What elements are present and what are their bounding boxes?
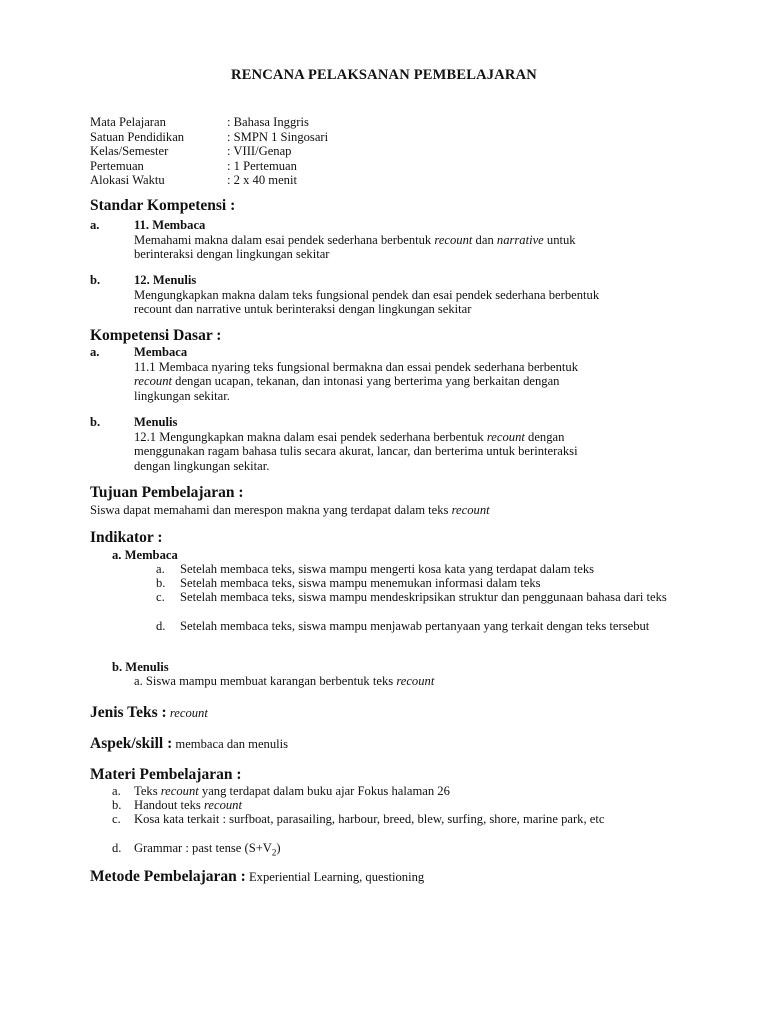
standar-b-line2: recount dan narrative untuk berinteraksi dengan lingkungan sekitar — [134, 302, 472, 316]
aspek-skill: Aspek/skill : membaca dan menulis — [90, 735, 289, 752]
kompetensi-b-title: Menulis — [134, 415, 178, 429]
kompetensi-a-line2: recount dengan ucapan, tekanan, dan intonasi yang berterima yang berkaitan dengan — [134, 374, 560, 388]
info-value: : SMPN 1 Singosari — [227, 129, 329, 144]
kompetensi-b-line3: dengan lingkungan sekitar. — [134, 458, 270, 473]
standar-b-title: 12. Menulis — [134, 273, 197, 287]
standar-a-title: 11. Membaca — [134, 218, 206, 232]
indikator-item: a. Setelah membaca teks, siswa mampu mengerti kosa kata yang terdapat dalam teks — [156, 562, 595, 576]
indikator-item: c. Setelah membaca teks, siswa mampu mendeskripsikan struktur dan penggunaan bahasa dari teks — [156, 590, 667, 604]
kompetensi-b-line2: menggunakan ragam bahasa tulis secara akurat, lancar, dan berterima untuk berinteraksi — [134, 444, 578, 458]
kompetensi-a-letter: a. — [90, 345, 100, 359]
indikator-membaca-label: a. Membaca — [112, 548, 178, 562]
kompetensi-a-block — [134, 345, 704, 403]
materi-heading: Materi Pembelajaran : — [90, 766, 242, 783]
info-table — [90, 115, 328, 188]
info-label: Satuan Pendidikan — [90, 129, 185, 144]
kompetensi-b-letter: b. — [90, 415, 101, 429]
indikator-menulis-label: b. Menulis — [112, 660, 169, 674]
kompetensi-a-line3: lingkungan sekitar. — [134, 388, 230, 403]
standar-b-letter: b. — [90, 273, 101, 287]
jenis-teks: Jenis Teks : recount — [90, 704, 208, 721]
indikator-menulis-item: a. Siswa mampu membuat karangan berbentuk teks recount — [134, 674, 435, 688]
materi-item: a. Teks recount yang terdapat dalam buku ajar Fokus halaman 26 — [112, 784, 450, 798]
kompetensi-dasar-heading: Kompetensi Dasar : — [90, 327, 222, 344]
info-label: Mata Pelajaran — [90, 115, 166, 129]
kompetensi-a-title: Membaca — [134, 345, 188, 359]
metode-pembelajaran: Metode Pembelajaran : Experiential Learning, questioning — [90, 868, 425, 885]
standar-kompetensi-heading: Standar Kompetensi : — [90, 197, 236, 214]
kompetensi-a-line1: 11.1 Membaca nyaring teks fungsional bermakna dan essai pendek sederhana berbentuk — [134, 359, 579, 374]
info-value: : 1 Pertemuan — [227, 158, 297, 173]
info-row — [90, 159, 328, 174]
info-row — [90, 130, 328, 145]
info-value: : VIII/Genap — [227, 144, 292, 158]
info-label: Alokasi Waktu — [90, 173, 165, 187]
standar-b-block — [134, 273, 704, 317]
info-label: Kelas/Semester — [90, 144, 169, 158]
tujuan-text: Siswa dapat memahami dan merespon makna yang terdapat dalam teks recount — [90, 503, 490, 517]
standar-a-letter: a. — [90, 218, 100, 232]
indikator-heading: Indikator : — [90, 529, 163, 546]
info-row — [90, 144, 328, 159]
info-value: : Bahasa Inggris — [227, 115, 309, 129]
info-row — [90, 115, 328, 130]
kompetensi-b-line1: 12.1 Mengungkapkan makna dalam esai pendek sederhana berbentuk recount dengan — [134, 429, 565, 444]
indikator-item: b. Setelah membaca teks, siswa mampu menemukan informasi dalam teks — [156, 576, 541, 590]
standar-a-line1: Memahami makna dalam esai pendek sederhana berbentuk recount dan narrative untuk — [134, 232, 576, 247]
info-label: Pertemuan — [90, 158, 144, 173]
materi-item: c. Kosa kata terkait : surfboat, parasailing, harbour, breed, blew, surfing, shore, marine park, etc — [112, 812, 605, 826]
materi-item: d. Grammar : past tense $(S+V_2)$ — [112, 841, 281, 858]
standar-a-block — [134, 218, 704, 262]
tujuan-heading: Tujuan Pembelajaran : — [90, 484, 244, 501]
info-value: : 2 x 40 menit — [227, 173, 297, 187]
info-row — [90, 173, 328, 188]
document-title: RENCANA PELAKSANAN PEMBELAJARAN — [231, 67, 537, 83]
standar-a-line2: berinteraksi dengan lingkungan sekitar — [134, 247, 330, 261]
kompetensi-b-block — [134, 415, 704, 473]
indikator-item: d. Setelah membaca teks, siswa mampu menjawab pertanyaan yang terkait dengan teks tersebut — [156, 619, 650, 633]
standar-b-line1: Mengungkapkan makna dalam teks fungsional pendek dan esai pendek sederhana berbentuk — [134, 287, 600, 302]
materi-item: b. Handout teks recount — [112, 798, 242, 812]
